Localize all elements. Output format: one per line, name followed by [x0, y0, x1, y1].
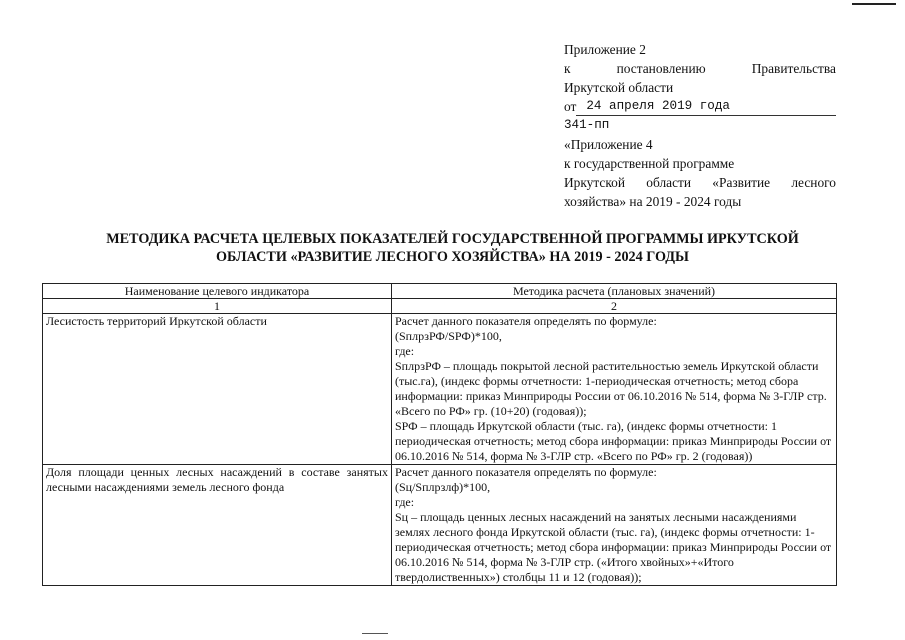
document-title: [40, 230, 865, 266]
indicator-name: Доля площади ценных лесных насаждений в составе занятых лесными насаждениями земель лесного фонда: [43, 465, 392, 586]
table-row: [43, 314, 837, 465]
column-number: 1: [43, 299, 392, 314]
appendix-line: Иркутской области: [564, 80, 674, 95]
method-definition: SРФ – площадь Иркутской области (тыс. га), (индекс формы отчетности: 1 периодическая отчетность; метод сбора информации: приказ Минприроды России от 06.10.2016 № 514, форма № 3-ГЛР стр. «Всего по РФ» гр. 2 (годовая)): [395, 419, 832, 463]
indicator-name: Лесистость территорий Иркутской области: [43, 314, 392, 465]
resolution-number: 341-пп: [564, 118, 610, 132]
column-header: Наименование целевого индикатора: [43, 284, 392, 299]
appendix-word: Иркутской: [564, 175, 626, 190]
appendix-line: «Приложение 4: [564, 137, 653, 152]
title-line: ОБЛАСТИ «РАЗВИТИЕ ЛЕСНОГО ХОЗЯЙСТВА» НА 2019 - 2024 ГОДЫ: [216, 249, 689, 265]
appendix-word: постановлению: [616, 61, 706, 76]
method-formula: (Sц/Sплрзлф)*100,: [395, 480, 491, 494]
appendix-word: «Развитие: [712, 175, 771, 190]
title-line: МЕТОДИКА РАСЧЕТА ЦЕЛЕВЫХ ПОКАЗАТЕЛЕЙ ГОСУДАРСТВЕННОЙ ПРОГРАММЫ ИРКУТСКОЙ: [106, 231, 799, 247]
table-row: [43, 465, 837, 586]
appendix-line: хозяйства» на 2019 - 2024 годы: [564, 194, 742, 209]
table-header-row: [43, 284, 837, 299]
column-header: Методика расчета (плановых значений): [392, 284, 837, 299]
appendix-line: к государственной программе: [564, 156, 735, 171]
indicator-method: [392, 465, 837, 586]
method-line: где:: [395, 344, 415, 358]
appendix-word: Правительства: [751, 61, 836, 76]
appendix-word: области: [646, 175, 692, 190]
date-prefix: от: [564, 99, 577, 114]
method-formula: (SплрзРФ/SРФ)*100,: [395, 329, 502, 343]
indicator-method: [392, 314, 837, 465]
appendix-line: [564, 173, 836, 192]
scan-mark-top: [852, 3, 896, 5]
appendix-date: [564, 97, 836, 116]
method-line: где:: [395, 495, 415, 509]
appendix-block: [564, 40, 836, 211]
column-number: 2: [392, 299, 837, 314]
method-definition: SплрзРФ – площадь покрытой лесной растительностью земель Иркутской области (тыс.га), (индекс формы отчетности: 1-периодическая отчетность; метод сбора информации: приказ Минприроды России от 06.10.2016 № 514, форма № 3-ГЛР стр. «Всего по РФ» гр. (10+20) (годовая));: [395, 359, 827, 418]
appendix-word: лесного: [791, 175, 836, 190]
appendix-line: Приложение 2: [564, 42, 646, 57]
method-line: Расчет данного показателя определять по формуле:: [395, 465, 657, 479]
appendix-line: [564, 59, 836, 78]
scan-mark-bottom: [362, 633, 388, 634]
method-definition: Sц – площадь ценных лесных насаждений на занятых лесными насаждениями землях лесного фонда Иркутской области (тыс. га), (индекс формы отчетности: 1-периодическая отчетность; метод сбора информации: приказ Минприроды России от 06.10.2016 № 514, форма № 3-ГЛР стр. («Итого хвойных»+«Итого твердолиственных») столбцы 11 и 12 (годовая));: [395, 510, 832, 584]
method-line: Расчет данного показателя определять по формуле:: [395, 314, 657, 328]
methodology-table: [42, 283, 837, 586]
table-number-row: [43, 299, 837, 314]
date-value: 24 апреля 2019 года: [576, 98, 836, 116]
appendix-word: к: [564, 61, 571, 76]
